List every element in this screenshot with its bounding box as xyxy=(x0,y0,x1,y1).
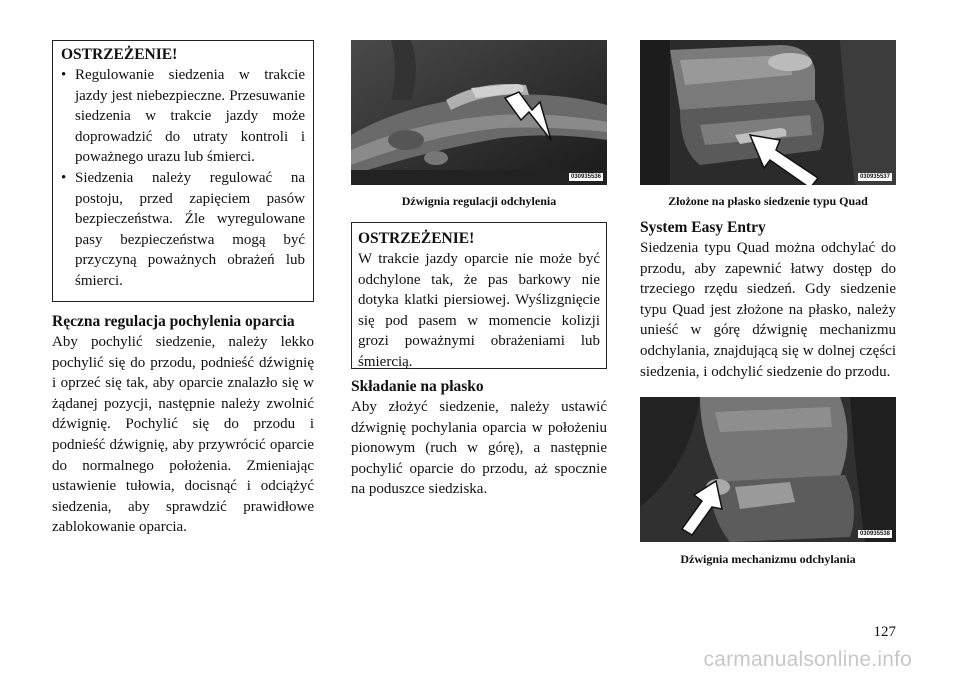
folded-seat-illustration xyxy=(640,40,896,185)
section-body: Aby złożyć siedzenie, należy ustawić dźwignię pochylania oparcia w położeniu pionowym (ruch w górę), a następnie pochylić oparcie do przodu, aż spocznie na poduszce siedziska. xyxy=(351,399,607,498)
section-body: Aby pochylić siedzenie, należy lekko pochylić się do przodu, podnieść dźwignię i oprzeć się tak, aby oparcie znalazło się w żądanej pozycji, następnie należy zwolnić dźwignię. Pochylić się do przodu i podnieść dźwignię, aby przywrócić oparcie do normalnego położenia. Zmieniając ustawienie tułowia, docisnąć i odciążyć siedzenia, aby sprawdzić prawidłowe zablokowanie oparcia. xyxy=(52,334,314,536)
photo-folded-quad-seat xyxy=(640,40,896,185)
section-heading: System Easy Entry xyxy=(640,219,766,236)
warning-title: OSTRZEŻENIE! xyxy=(358,230,475,247)
section-heading: Składanie na płasko xyxy=(351,378,484,395)
fold-flat-section xyxy=(351,377,607,500)
section-heading: Ręczna regulacja pochylenia oparcia xyxy=(52,313,295,330)
figure-caption: Dźwignia mechanizmu odchylania xyxy=(680,552,856,566)
figure-code: 030935538 xyxy=(859,531,890,537)
photo-tilt-lever xyxy=(640,397,896,542)
warning-title: OSTRZEŻENIE! xyxy=(61,46,178,63)
seat-lever-illustration xyxy=(351,40,607,185)
warning-box-adjust-while-driving xyxy=(52,40,314,302)
figure-caption: Dźwignia regulacji odchylenia xyxy=(401,194,557,208)
tilt-lever-illustration xyxy=(640,397,896,542)
warning-text: W trakcie jazdy oparcie nie może być odchylone tak, że pas barkowy nie dotyka klatki piersiowej. Wyślizgnięcie się pod pasem w momencie kolizji grozi poważnymi obrażeniami lub śmiercią. xyxy=(358,251,600,370)
warning-item: • Regulowanie siedzenia w trakcie jazdy jest niebezpieczne. Przesuwanie siedzenia w trakcie jazdy może doprowadzić do utraty kontroli i poważnego urazu lub śmierci. xyxy=(61,65,305,168)
easy-entry-section xyxy=(640,218,896,382)
warning-item: • Siedzenia należy regulować na postoju, przed zapięciem pasów bezpieczeństwa. Źle wyregulowane pasy bezpieczeństwa mogą być przyczyną poważnych obrażeń lub śmierci. xyxy=(61,168,305,292)
section-body: Siedzenia typu Quad można odchylać do przodu, aby zapewnić łatwy dostęp do trzeciego rzędu siedzeń. Gdy siedzenie typu Quad jest złożone na płasko, należy unieść w górę dźwignię mechanizmu odchylania, znajdującą się w dolnej części siedzenia, i odchylić siedzenie do przodu. xyxy=(640,240,896,380)
manual-recline-section xyxy=(52,312,314,538)
warning-box-reclined-seatback xyxy=(351,222,607,369)
figure-caption: Złożone na płasko siedzenie typu Quad xyxy=(668,194,868,208)
photo-recline-lever xyxy=(351,40,607,185)
warning-list xyxy=(61,65,305,292)
watermark: carmanualsonline.info xyxy=(703,648,912,671)
figure-code: 030935536 xyxy=(570,174,601,180)
page-number: 127 xyxy=(873,624,896,640)
figure-code: 030935537 xyxy=(859,174,890,180)
